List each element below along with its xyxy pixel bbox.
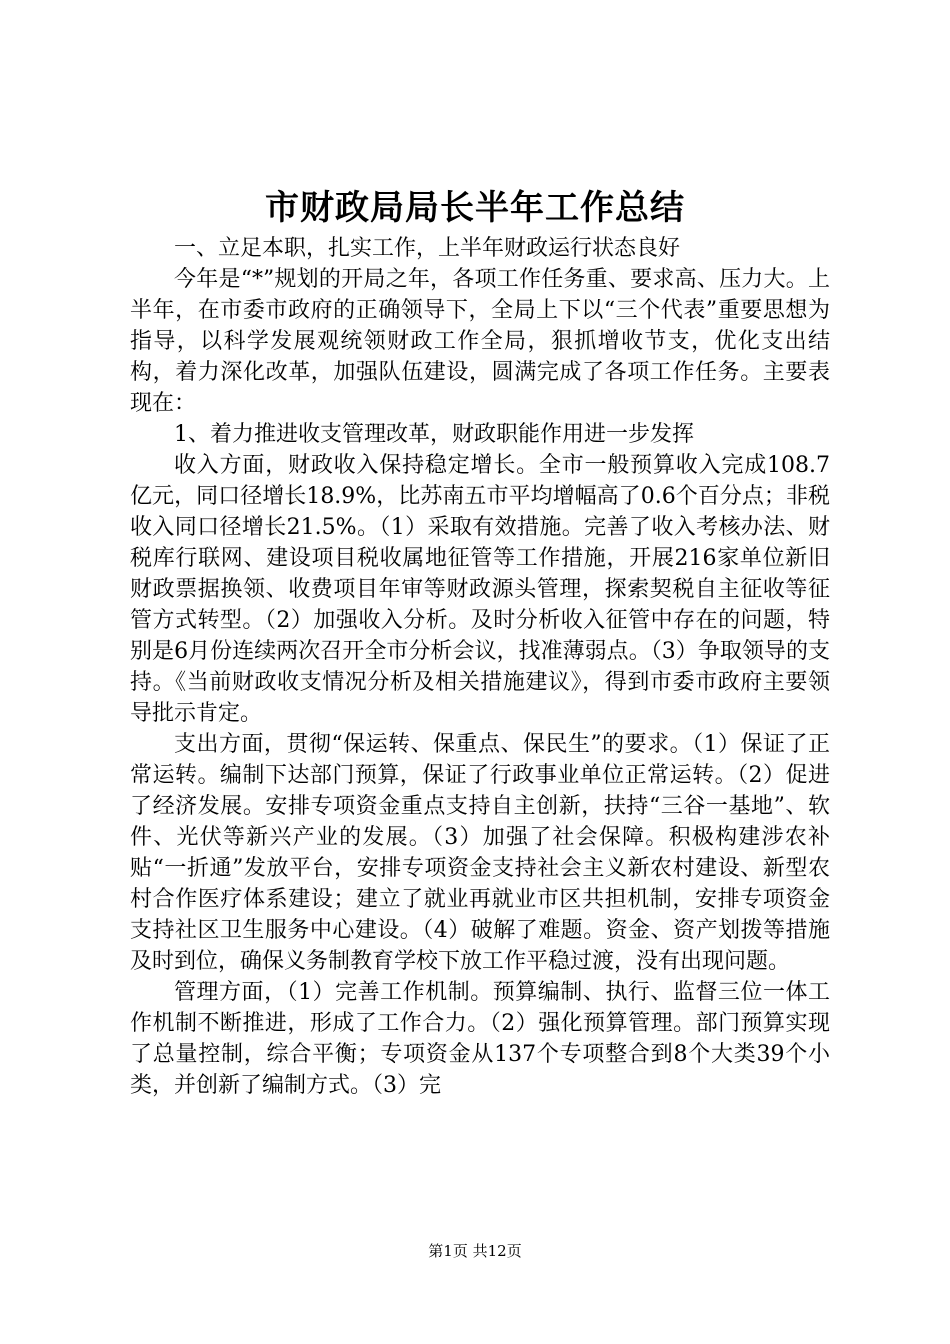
body-paragraph: 收入方面，财政收入保持稳定增长。全市一般预算收入完成108.7亿元，同口径增长18.9%，比苏南五市平均增幅高了0.6个百分点；非税收入同口径增长21.5%。（1）采取有效措施。完善了收入考核办法、财税库行联网、建设项目税收属地征管等工作措施，开展216家单位新旧财政票据换领、收费项目年审等财政源头管理，探索契税自主征收等征管方式转型。（2）加强收入分析。及时分析收入征管中存在的问题，特别是6月份连续两次召开全市分析会议，找准薄弱点。（3）争取领导的支持。《当前财政收支情况分析及相关措施建议》，得到市委市政府主要领导批示肯定。: [130, 453, 830, 726]
body-paragraph: 今年是“*”规划的开局之年，各项工作任务重、要求高、压力大。上半年，在市委市政府的正确领导下，全局上下以“三个代表”重要思想为指导，以科学发展观统领财政工作全局，狠抓增收节支，优化支出结构，着力深化改革，加强队伍建设，圆满完成了各项工作任务。主要表现在：: [130, 267, 830, 416]
document-title: 市财政局局长半年工作总结: [265, 188, 685, 228]
body-paragraph: 支出方面，贯彻“保运转、保重点、保民生”的要求。（1）保证了正常运转。编制下达部门预算，保证了行政事业单位正常运转。（2）促进了经济发展。安排专项资金重点支持自主创新，扶持“三谷一基地”、软件、光伏等新兴产业的发展。（3）加强了社会保障。积极构建涉农补贴“一折通”发放平台，安排专项资金支持社会主义新农村建设、新型农村合作医疗体系建设；建立了就业再就业市区共担机制，安排专项资金支持社区卫生服务中心建设。（4）破解了难题。资金、资产划拨等措施及时到位，确保义务制教育学校下放工作平稳过渡，没有出现问题。: [130, 732, 830, 974]
body-paragraph: 管理方面，（1）完善工作机制。预算编制、执行、监督三位一体工作机制不断推进，形成了工作合力。（2）强化预算管理。部门预算实现了总量控制，综合平衡；专项资金从137个专项整合到8个大类39个小类，并创新了编制方式。（3）完: [130, 980, 830, 1098]
document-body: [130, 233, 830, 1101]
page-footer: 第1页 共12页: [428, 1242, 522, 1260]
subsection-heading: 1、着力推进收支管理改革，财政职能作用进一步发挥: [174, 422, 694, 447]
section-heading: 一、立足本职，扎实工作，上半年财政运行状态良好: [174, 236, 681, 261]
